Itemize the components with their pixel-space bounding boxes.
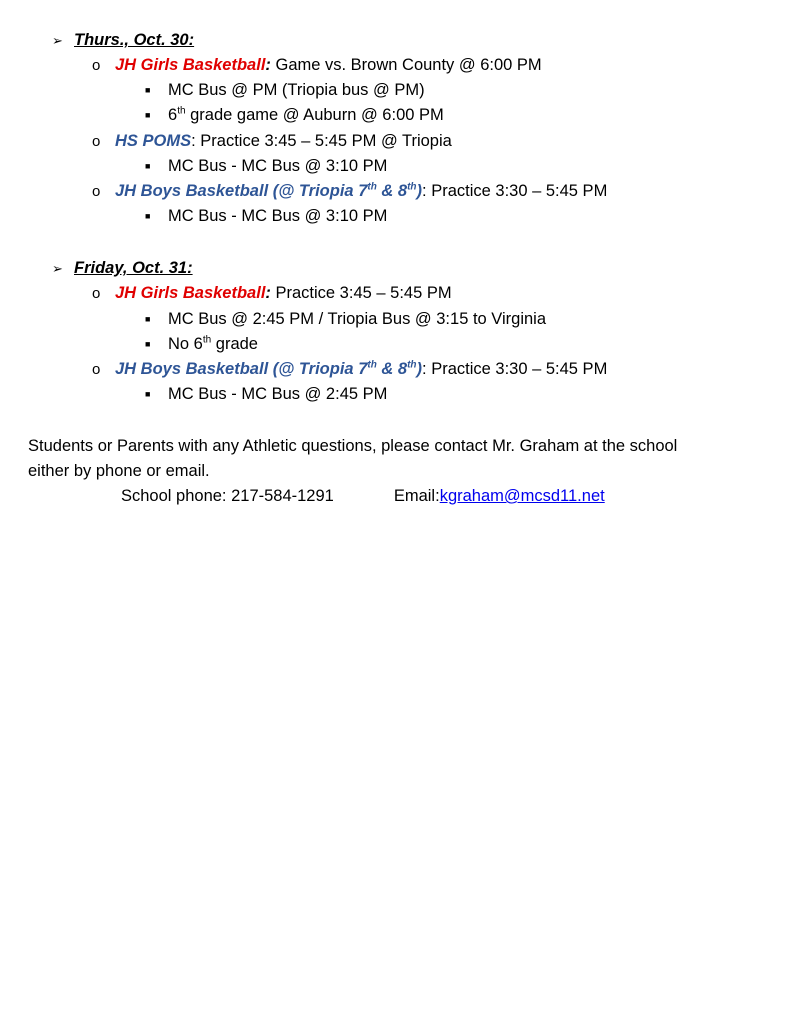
contact-paragraph-line-1: Students or Parents with any Athletic questions, please contact Mr. Graham at the school xyxy=(28,437,678,455)
circle-bullet-icon: o xyxy=(92,361,101,378)
thursday-heading: Thurs., Oct. 30: xyxy=(74,31,195,49)
jh-girls-detail: Practice 3:45 – 5:45 PM xyxy=(270,284,452,302)
friday-jh-girls-bullet-1 xyxy=(145,309,546,331)
hs-poms-label: HS POMS xyxy=(115,132,192,150)
jh-girls-label: JH Girls Basketball xyxy=(115,56,266,74)
square-bullet-icon: ■ xyxy=(145,110,151,120)
superscript: th xyxy=(202,334,212,346)
thursday-jh-girls-bullet-1 xyxy=(145,80,425,102)
jh-boys-label xyxy=(115,182,422,200)
circle-bullet-icon: o xyxy=(92,133,101,150)
thursday-jh-boys-row xyxy=(92,181,607,203)
bullet-text: 6 xyxy=(168,106,178,124)
friday-jh-girls-bullet-2 xyxy=(145,334,258,356)
friday-jh-girls-row xyxy=(92,283,452,305)
bullet-text: MC Bus @ 2:45 PM / Triopia Bus @ 3:15 to Virginia xyxy=(168,310,547,328)
bullet-text: No 6 xyxy=(168,335,203,353)
label-part: JH Boys Basketball (@ Triopia 7 xyxy=(115,360,368,378)
contact-paragraph-line-2: either by phone or email. xyxy=(28,462,210,480)
arrow-bullet-icon: ➢ xyxy=(52,261,63,276)
superscript: th xyxy=(407,181,417,193)
label-part: JH Boys Basketball (@ Triopia 7 xyxy=(115,182,368,200)
circle-bullet-icon: o xyxy=(92,57,101,74)
superscript: th xyxy=(177,105,186,117)
label-part: ) xyxy=(416,360,423,378)
thursday-hs-poms-bullet xyxy=(145,156,387,178)
friday-jh-boys-row xyxy=(92,359,607,381)
superscript: th xyxy=(367,359,377,371)
label-part: & 8 xyxy=(376,360,408,378)
jh-girls-colon: : xyxy=(265,56,271,74)
email-link[interactable]: kgraham@mcsd11.net xyxy=(439,487,605,505)
square-bullet-icon: ■ xyxy=(145,314,151,324)
school-phone: School phone: 217-584-1291 xyxy=(121,487,334,505)
circle-bullet-icon: o xyxy=(92,285,101,302)
friday-jh-boys-bullet xyxy=(145,384,387,406)
jh-boys-detail: : Practice 3:30 – 5:45 PM xyxy=(422,182,608,200)
label-part: & 8 xyxy=(376,182,408,200)
square-bullet-icon: ■ xyxy=(145,161,151,171)
jh-girls-colon: : xyxy=(265,284,271,302)
thursday-jh-boys-bullet xyxy=(145,206,387,228)
hs-poms-detail: : Practice 3:45 – 5:45 PM @ Triopia xyxy=(191,132,452,150)
jh-boys-label xyxy=(115,360,422,378)
email-label: Email: xyxy=(393,487,440,505)
arrow-bullet-icon: ➢ xyxy=(52,33,63,48)
contact-details xyxy=(121,486,605,506)
superscript: th xyxy=(407,359,417,371)
bullet-text: MC Bus - MC Bus @ 2:45 PM xyxy=(168,385,388,403)
friday-heading-row xyxy=(52,258,193,280)
friday-heading: Friday, Oct. 31: xyxy=(74,259,193,277)
square-bullet-icon: ■ xyxy=(145,85,151,95)
bullet-text: MC Bus - MC Bus @ 3:10 PM xyxy=(168,207,388,225)
square-bullet-icon: ■ xyxy=(145,339,151,349)
thursday-heading-row xyxy=(52,30,194,52)
square-bullet-icon: ■ xyxy=(145,389,151,399)
jh-girls-label: JH Girls Basketball xyxy=(115,284,266,302)
thursday-jh-girls-row xyxy=(92,55,542,77)
thursday-hs-poms-row xyxy=(92,131,452,153)
square-bullet-icon: ■ xyxy=(145,211,151,221)
bullet-text: grade xyxy=(211,335,258,353)
bullet-text: MC Bus @ PM (Triopia bus @ PM) xyxy=(168,81,425,99)
jh-boys-detail: : Practice 3:30 – 5:45 PM xyxy=(422,360,608,378)
circle-bullet-icon: o xyxy=(92,183,101,200)
jh-girls-detail: Game vs. Brown County @ 6:00 PM xyxy=(270,56,542,74)
bullet-text: MC Bus - MC Bus @ 3:10 PM xyxy=(168,157,388,175)
bullet-text: grade game @ Auburn @ 6:00 PM xyxy=(185,106,444,124)
label-part: ) xyxy=(416,182,423,200)
superscript: th xyxy=(367,181,377,193)
thursday-jh-girls-bullet-2 xyxy=(145,105,444,127)
